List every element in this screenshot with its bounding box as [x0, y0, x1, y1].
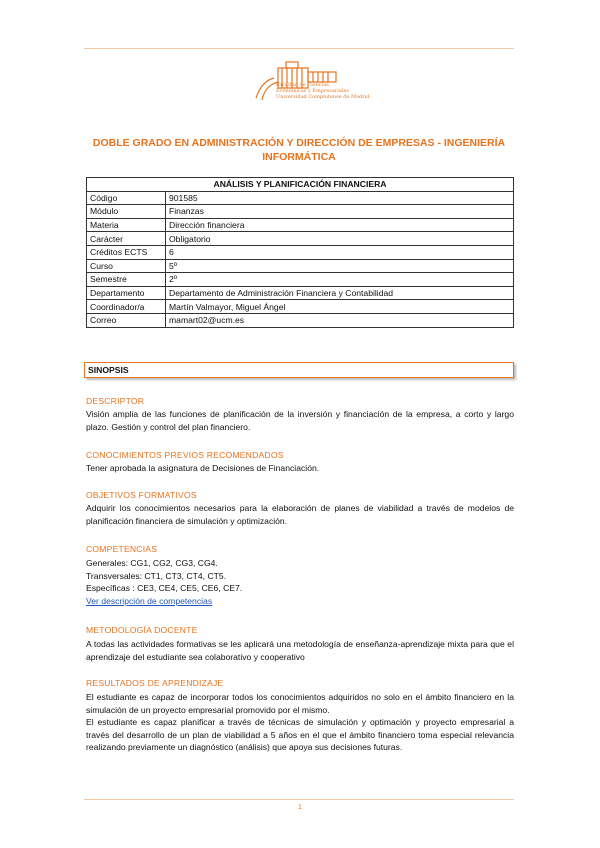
row-label: Semestre — [87, 273, 166, 287]
row-value: 901585 — [166, 191, 514, 205]
competencias-heading: COMPETENCIAS — [86, 544, 158, 554]
row-value: 6 — [166, 245, 514, 259]
subject-info-table — [86, 177, 514, 328]
row-label: Créditos ECTS — [87, 245, 166, 259]
table-row — [87, 286, 514, 300]
header-rule — [84, 48, 514, 49]
objetivos-heading: OBJETIVOS FORMATIVOS — [86, 490, 197, 500]
resultados-heading: RESULTADOS DE APRENDIZAJE — [86, 678, 224, 688]
conocimientos-heading: CONOCIMIENTOS PREVIOS RECOMENDADOS — [86, 450, 284, 460]
row-value: Departamento de Administración Financiera y Contabilidad — [166, 286, 514, 300]
sinopsis-heading: SINOPSIS — [84, 362, 514, 378]
competencias-transversales: Transversales: CT1, CT3, CT4, CT5. — [86, 570, 227, 581]
logo-line-2: Económicas y Empresariales — [276, 88, 349, 94]
table-row — [87, 259, 514, 273]
table-row — [87, 300, 514, 314]
table-row — [87, 232, 514, 246]
metodologia-heading: METODOLOGÍA DOCENTE — [86, 625, 198, 635]
metodologia-text: A todas las actividades formativas se les aplicará una metodología de enseñanza-aprendizaje mixta para que el aprendizaje del estudiante sea colaborativo y cooperativo — [86, 639, 514, 662]
row-label: Coordinador/a — [87, 300, 166, 314]
row-label: Carácter — [87, 232, 166, 246]
resultados-text — [86, 691, 514, 754]
table-row — [87, 245, 514, 259]
table-row — [87, 191, 514, 205]
page-number: 1 — [298, 804, 302, 811]
resultados-paragraph-2: El estudiante es capaz planificar a través de técnicas de simulación y optimación y proyecto empresarial a través del desarrollo de un plan de viabilidad a 5 años en el que el ámbito financiero toma especial relevancia realizando previamente un diagnóstico (análisis) que apoya sus decisiones futuras. — [86, 717, 514, 753]
competencias-especificas: Específicas : CE3, CE4, CE5, CE6, CE7. — [86, 583, 243, 594]
row-value: Finanzas — [166, 205, 514, 219]
competencias-link[interactable]: Ver descripción de competencias — [86, 595, 213, 606]
logo-line-3: Universidad Complutense de Madrid — [276, 94, 370, 100]
conocimientos-text: Tener aprobada la asignatura de Decisiones de Financiación. — [86, 463, 320, 473]
degree-title: DOBLE GRADO EN ADMINISTRACIÓN Y DIRECCIÓN DE EMPRESAS - INGENIERÍA INFORMÁTICA — [92, 137, 506, 163]
row-label: Correo — [87, 313, 166, 327]
row-value: Dirección financiera — [166, 218, 514, 232]
row-label: Materia — [87, 218, 166, 232]
row-value: 5º — [166, 259, 514, 273]
descriptor-heading: DESCRIPTOR — [86, 396, 145, 406]
row-value: Martín Valmayor, Miguel Ángel — [166, 300, 514, 314]
subject-table-header: ANÁLISIS Y PLANIFICACIÓN FINANCIERA — [87, 178, 514, 192]
table-row — [87, 205, 514, 219]
row-value: Obligatorio — [166, 232, 514, 246]
footer-rule — [84, 799, 514, 800]
table-row — [87, 273, 514, 287]
logo-line-1: Facultad de Ciencias — [276, 82, 329, 88]
logo-text — [276, 82, 370, 100]
row-label: Curso — [87, 259, 166, 273]
row-label: Departamento — [87, 286, 166, 300]
row-label: Módulo — [87, 205, 166, 219]
table-row — [87, 218, 514, 232]
competencias-generales: Generales: CG1, CG2, CG3, CG4. — [86, 558, 218, 568]
objetivos-text: Adquirir los conocimientos necesarios para la elaboración de planes de viabilidad a través de modelos de planificación financiera de simulación y optimización. — [86, 503, 514, 526]
row-label: Código — [87, 191, 166, 205]
table-row — [87, 313, 514, 327]
competencias-list — [86, 557, 514, 607]
row-value: mamart02@ucm.es — [166, 313, 514, 327]
descriptor-text: Visión amplia de las funciones de planificación de la inversión y financiación de la empresa, a corto y largo plazo. Gestión y control del plan financiero. — [86, 409, 514, 432]
resultados-paragraph-1: El estudiante es capaz de incorporar todos los conocimientos adquiridos no solo en el ámbito financiero en la simulación de un proyecto empresarial promovido por el mismo. — [86, 692, 514, 715]
row-value: 2º — [166, 273, 514, 287]
